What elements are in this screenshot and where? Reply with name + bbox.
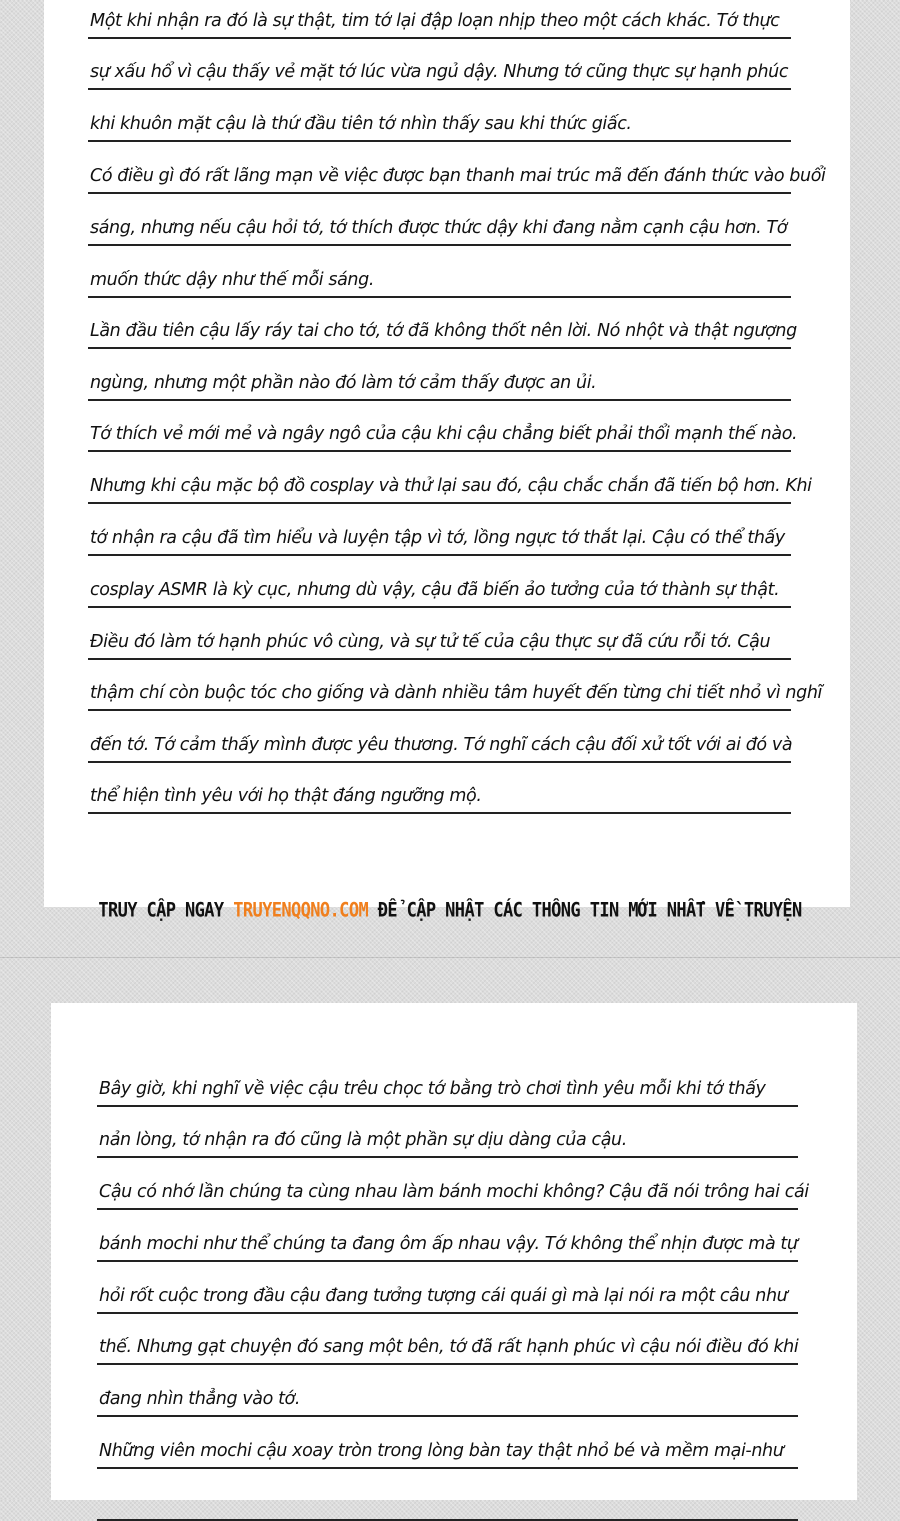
line-text: sự xấu hổ vì cậu thấy vẻ mặt tớ lúc vừa ngủ dậy. Nhưng tớ cũng thực sự hạnh phúc: [90, 62, 789, 82]
text-line: [97, 1417, 798, 1469]
site-banner: [0, 893, 900, 930]
text-line: [97, 1262, 798, 1314]
line-text: sáng, nhưng nếu cậu hỏi tớ, tớ thích được thức dậy khi đang nằm cạnh cậu hơn. Tớ: [90, 218, 788, 238]
text-line: [88, 659, 822, 711]
line-text: bánh mochi như thể chúng ta đang ôm ấp nhau vậy. Tớ không thể nhịn được mà tự: [99, 1234, 798, 1254]
text-line: [88, 762, 791, 814]
text-line: [88, 504, 791, 556]
line-text: Điều đó làm tớ hạnh phúc vô cùng, và sự tử tế của cậu thực sự đã cứu rỗi tớ. Cậu: [90, 632, 771, 652]
text-line: [88, 608, 791, 660]
text-line: [88, 556, 791, 608]
line-text: nản lòng, tớ nhận ra đó cũng là một phần sự dịu dàng của cậu.: [99, 1130, 627, 1150]
line-text: khi khuôn mặt cậu là thứ đầu tiên tớ nhìn thấy sau khi thức giấc.: [90, 114, 632, 134]
line-text: thể hiện tình yêu với họ thật đáng ngưỡng mộ.: [90, 786, 482, 806]
text-line: [88, 0, 791, 39]
text-line: [88, 349, 791, 401]
line-text: cosplay ASMR là kỳ cục, nhưng dù vậy, cậu đã biến ảo tưởng của tớ thành sự thật.: [90, 580, 780, 600]
line-text: Có điều gì đó rất lãng mạn về việc được bạn thanh mai trúc mã đến đánh thức vào buổi: [90, 166, 826, 186]
line-text: Những viên mochi cậu xoay tròn trong lòng bàn tay thật nhỏ bé và mềm mại-như: [99, 1441, 784, 1461]
banner-suffix: ĐỂ CẬP NHẬT CÁC THÔNG TIN MỚI NHẤT VỀ TRUYỆN: [368, 899, 802, 923]
line-text: hỏi rốt cuộc trong đầu cậu đang tưởng tượng cái quái gì mà lại nói ra một câu như: [99, 1286, 788, 1306]
text-line: [88, 711, 791, 763]
text-line: [97, 1106, 798, 1158]
line-text: thế. Nhưng gạt chuyện đó sang một bên, tớ đã rất hạnh phúc vì cậu nói điều đó khi: [99, 1337, 799, 1357]
line-text: Tớ thích vẻ mới mẻ và ngây ngô của cậu khi cậu chẳng biết phải thổi mạnh thế nào.: [90, 424, 798, 444]
line-text: đang nhìn thẳng vào tớ.: [99, 1389, 301, 1409]
line-text: tớ nhận ra cậu đã tìm hiểu và luyện tập vì tớ, lồng ngực tớ thắt lại. Cậu có thể thấy: [90, 528, 785, 548]
text-line: [88, 297, 797, 349]
text-line: [88, 400, 798, 452]
line-text: Lần đầu tiên cậu lấy ráy tai cho tớ, tớ đã không thốt nên lời. Nó nhột và thật ngượng: [90, 321, 797, 341]
line-text: ngùng, nhưng một phần nào đó làm tớ cảm thấy được an ủi.: [90, 373, 597, 393]
text-line: [97, 1313, 798, 1365]
text-line-cutoff: [97, 1469, 798, 1521]
banner-prefix: TRUY CẬP NGAY: [98, 899, 234, 923]
text-line: [97, 1210, 798, 1262]
text-line: [97, 1365, 798, 1417]
divider: [0, 957, 900, 958]
line-text: Nhưng khi cậu mặc bộ đồ cosplay và thử lại sau đó, cậu chắc chắn đã tiến bộ hơn. Khi: [90, 476, 812, 496]
line-text: đến tớ. Tớ cảm thấy mình được yêu thương. Tớ nghĩ cách cậu đối xử tốt với ai đó và: [90, 735, 793, 755]
line-text: muốn thức dậy như thế mỗi sáng.: [90, 270, 374, 290]
text-line: [88, 142, 826, 194]
text-line: [88, 194, 791, 246]
site-link[interactable]: TRUYENQQNO.COM: [233, 899, 369, 923]
line-text: Một khi nhận ra đó là sự thật, tim tớ lại đập loạn nhịp theo một cách khác. Tớ thực: [90, 11, 780, 31]
text-line: [88, 90, 791, 142]
text-line: [97, 1158, 809, 1210]
text-line: [97, 1055, 798, 1107]
text-line: [88, 38, 791, 90]
line-text: Bây giờ, khi nghĩ về việc cậu trêu chọc tớ bằng trò chơi tình yêu mỗi khi tớ thấy: [99, 1079, 766, 1099]
text-line: [88, 246, 791, 298]
line-text: thậm chí còn buộc tóc cho giống và dành nhiều tâm huyết đến từng chi tiết nhỏ vì nghĩ: [90, 683, 822, 703]
line-text: Cậu có nhớ lần chúng ta cùng nhau làm bánh mochi không? Cậu đã nói trông hai cái: [99, 1182, 809, 1202]
text-line: [88, 452, 812, 504]
